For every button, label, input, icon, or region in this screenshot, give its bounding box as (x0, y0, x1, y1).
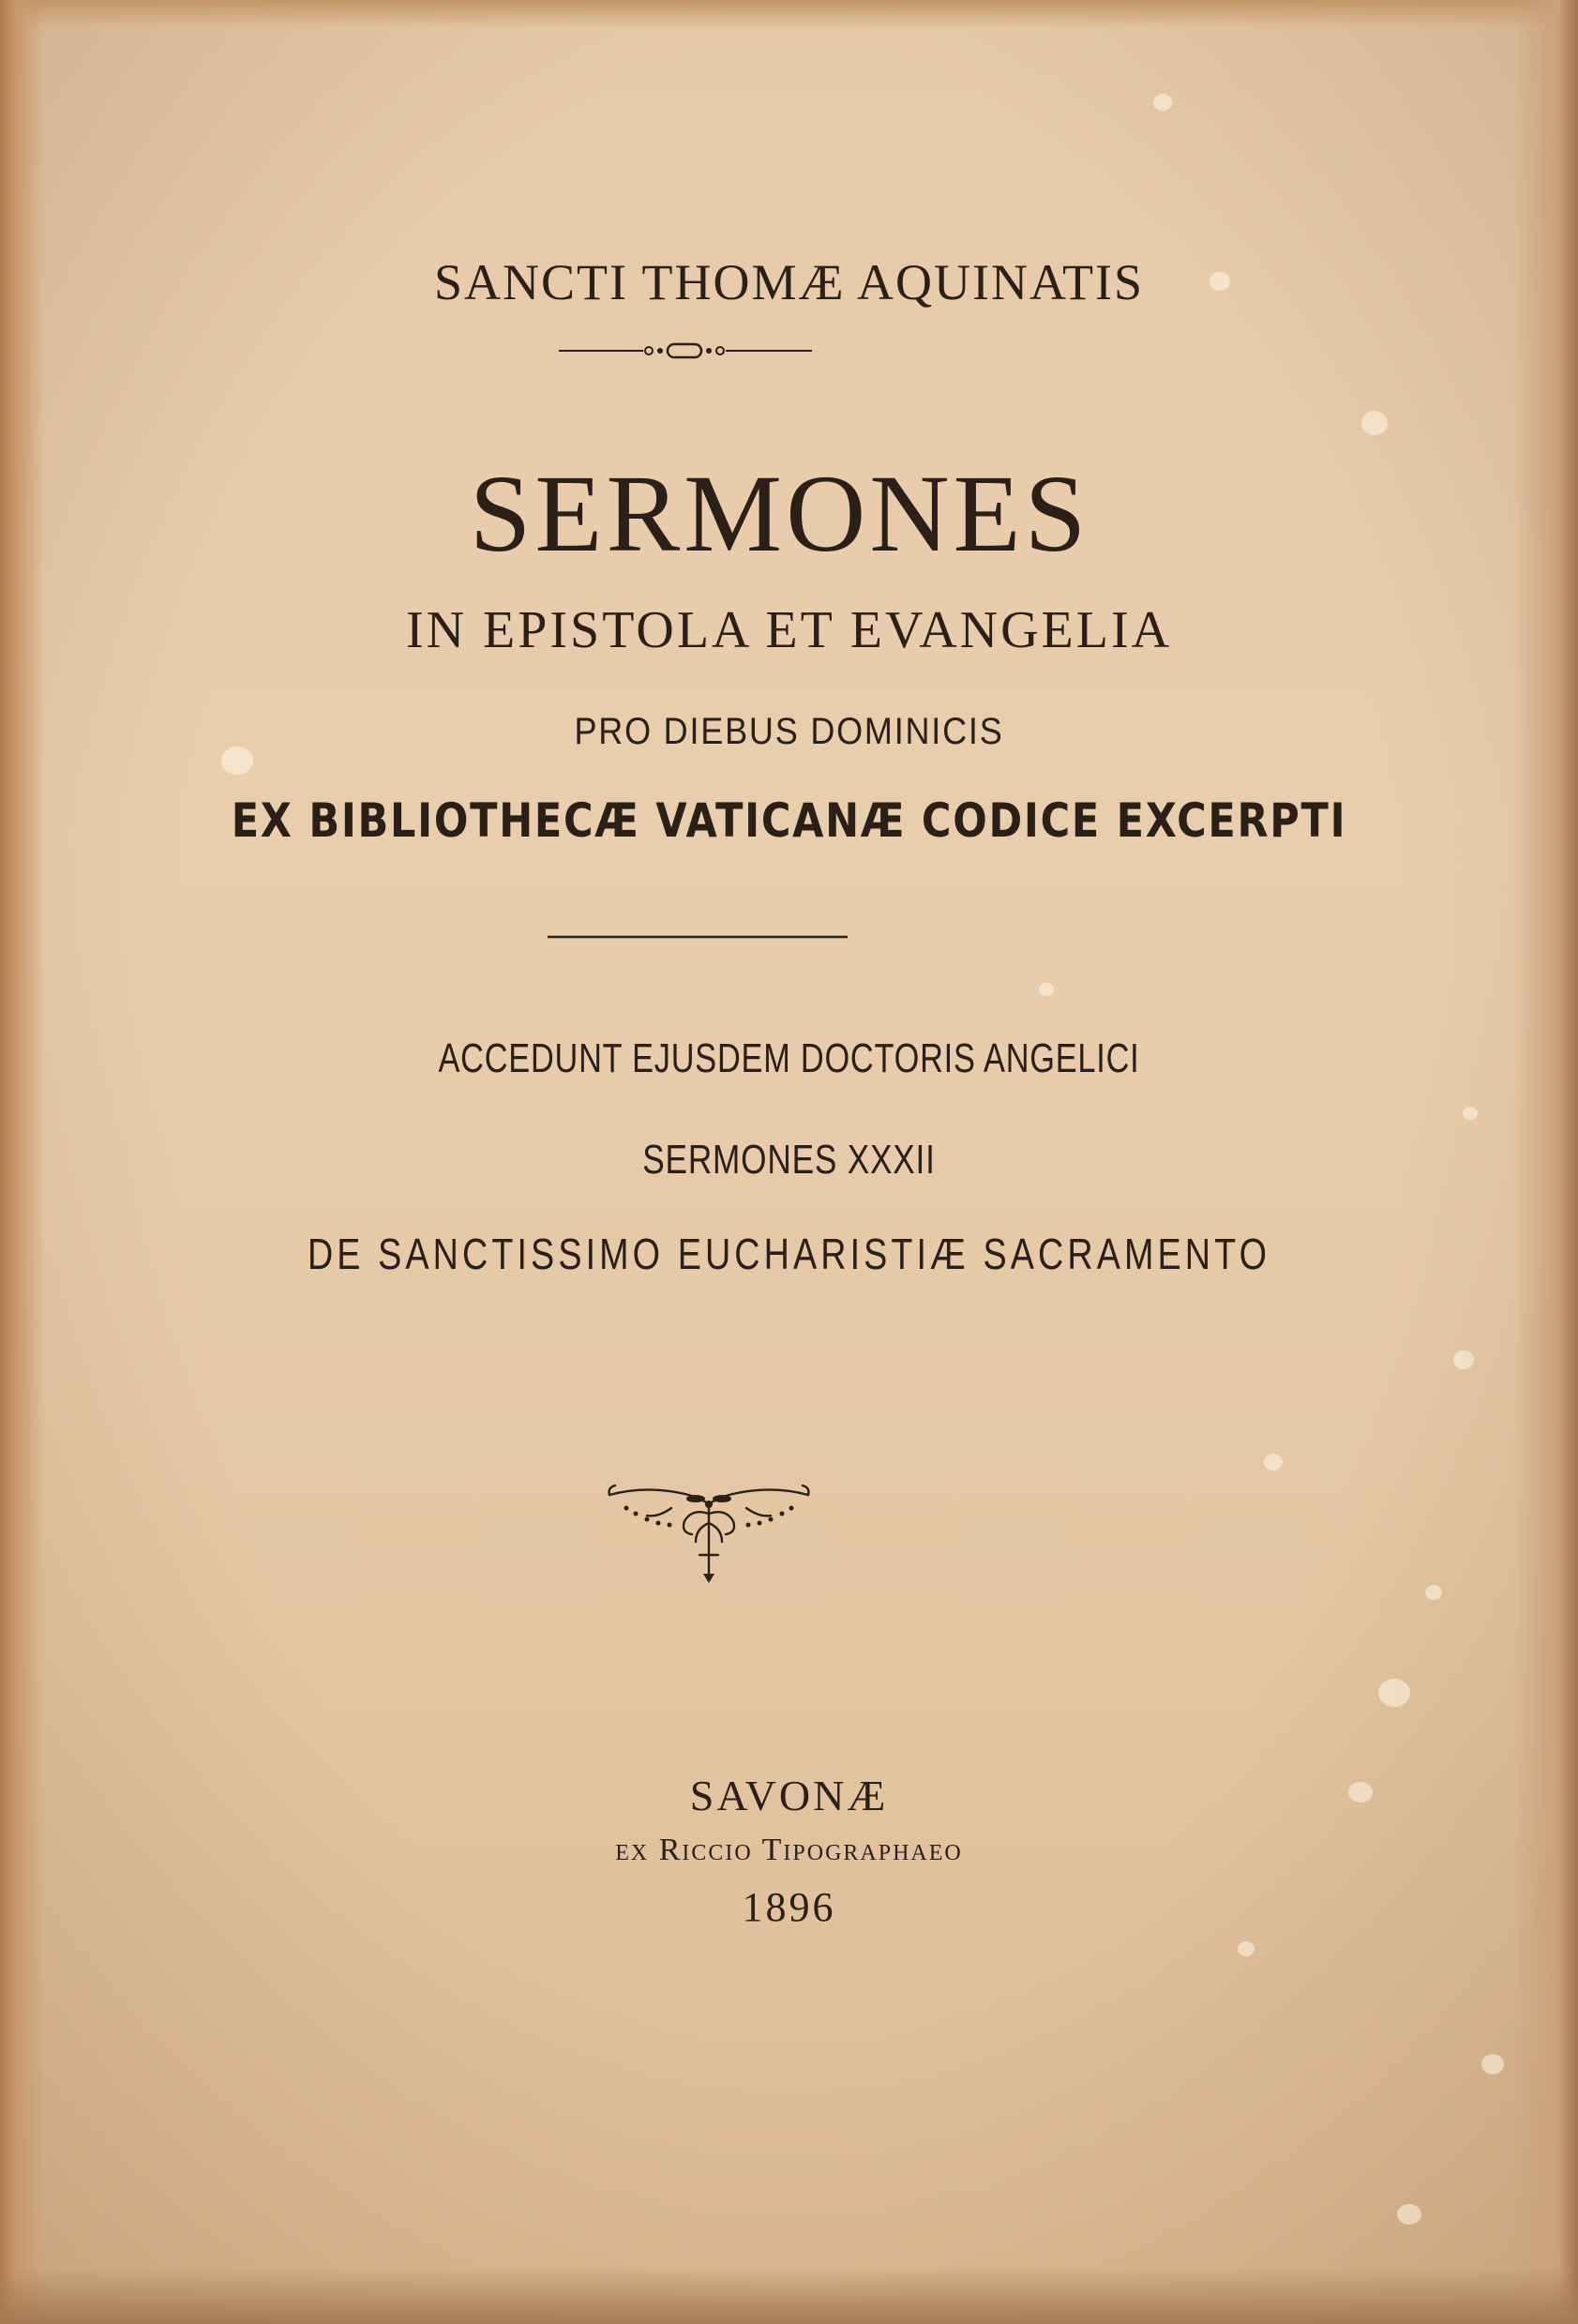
paper-spot (1453, 1351, 1474, 1369)
paper-spot (1264, 1454, 1283, 1471)
paper-spot (1397, 2204, 1421, 2225)
chain-rule-ornament (559, 341, 812, 360)
paper-spot (1425, 1585, 1442, 1600)
appendix-line-1: ACCEDUNT EJUSDEM DOCTORIS ANGELICI (438, 1035, 1140, 1081)
subtitle-line-3: EX BIBLIOTHECÆ VATICANÆ CODICE EXCERPTI (231, 793, 1347, 848)
imprint-printer: ex Riccio Tipographaeo (615, 1833, 963, 1867)
worn-right-edge (1512, 0, 1578, 2324)
paper-spot (1238, 1941, 1255, 1956)
appendix-line-3: DE SANCTISSIMO EUCHARISTIÆ SACRAMENTO (307, 1230, 1271, 1278)
plain-rule (548, 934, 848, 940)
worn-top-edge (0, 0, 1578, 28)
imprint-city: SAVONÆ (689, 1772, 889, 1819)
imprint-year: 1896 (742, 1884, 836, 1930)
appendix-line-2: SERMONES XXXII (642, 1137, 936, 1183)
floral-fleuron-ornament (606, 1480, 812, 1585)
paper-spot (1153, 94, 1172, 111)
paper-spot (1361, 411, 1388, 435)
worn-bottom-edge (0, 2268, 1578, 2324)
paper-spot (1481, 2054, 1504, 2075)
subtitle-line-2: PRO DIEBUS DOMINICIS (574, 711, 1004, 752)
main-title: SERMONES (469, 452, 1090, 575)
worn-left-edge (0, 0, 45, 2324)
author-name: SANCTI THOMÆ AQUINATIS (433, 254, 1145, 310)
paper-spot (1039, 983, 1054, 996)
subtitle-line-1: IN EPISTOLA ET EVANGELIA (405, 601, 1173, 659)
paper-spot (1378, 1679, 1410, 1707)
paper-spot (1463, 1107, 1478, 1120)
